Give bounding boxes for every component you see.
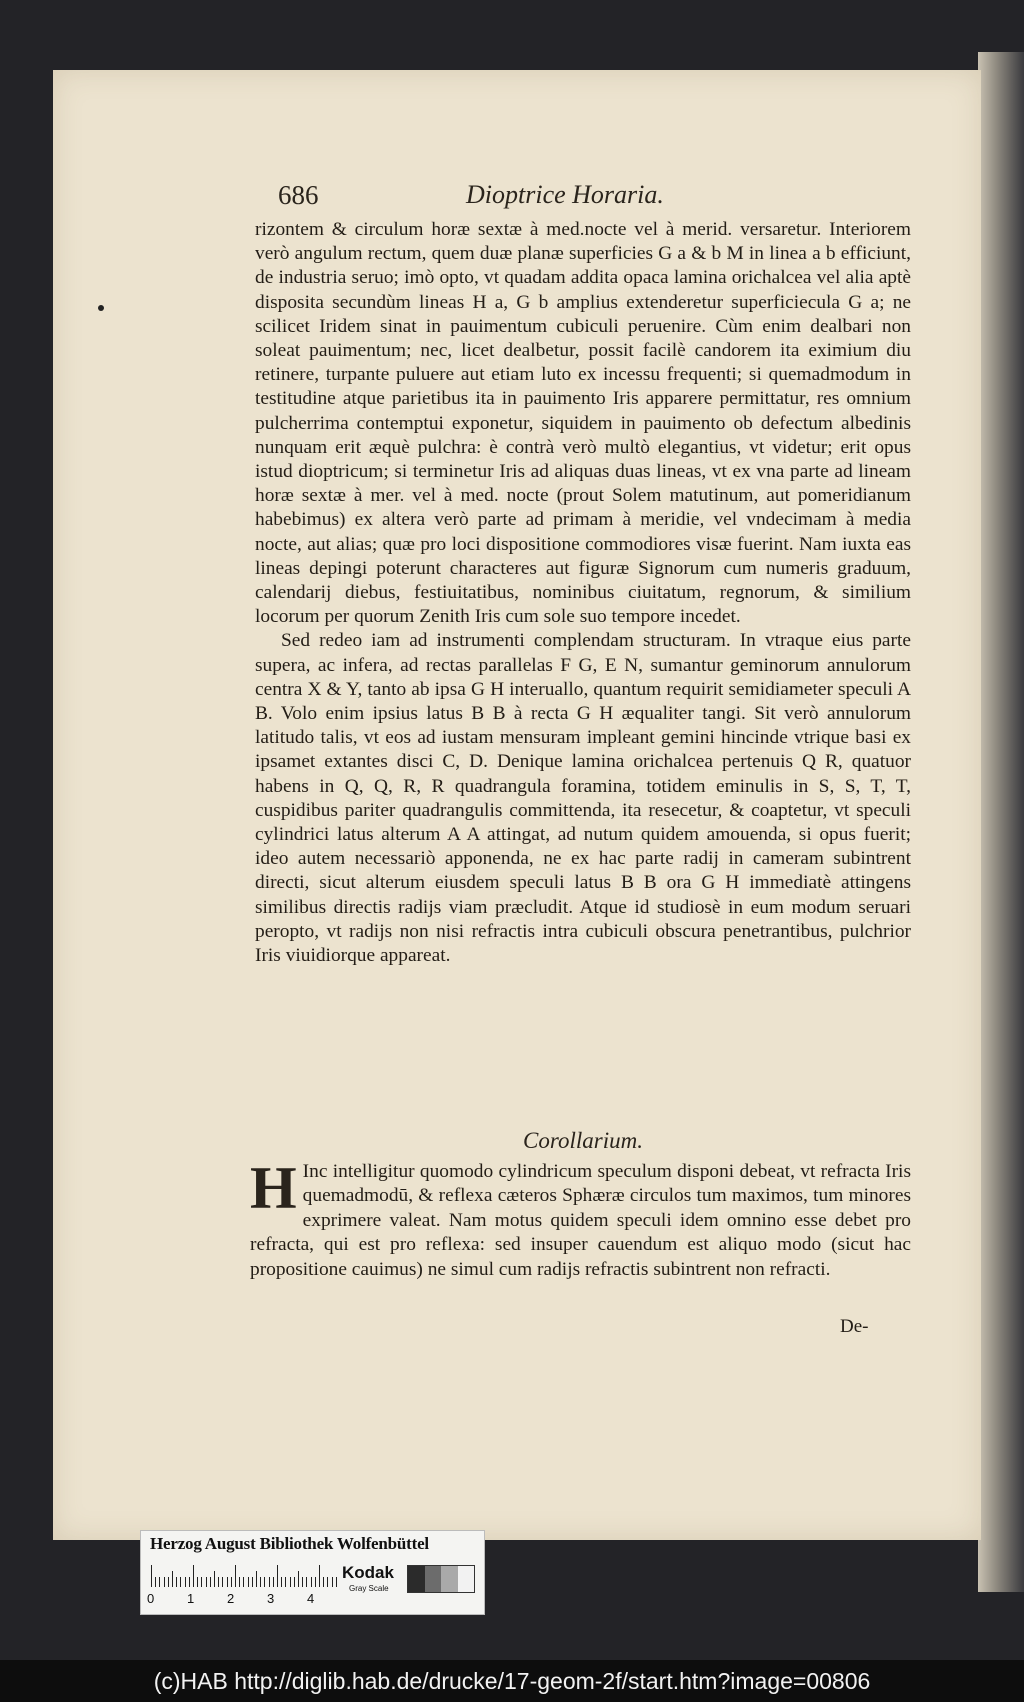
ruler-tick xyxy=(214,1571,215,1587)
ruler-tick xyxy=(277,1565,278,1587)
ruler-tick xyxy=(256,1571,257,1587)
ruler-tick xyxy=(159,1577,160,1587)
ruler-tick xyxy=(273,1577,274,1587)
ruler-label-3: 3 xyxy=(267,1591,275,1606)
gray-patch xyxy=(425,1566,442,1592)
ruler-tick xyxy=(281,1577,282,1587)
drop-capital: H xyxy=(250,1155,297,1221)
catchword: De- xyxy=(840,1316,869,1337)
ruler-tick xyxy=(290,1577,291,1587)
ruler-tick xyxy=(155,1577,156,1587)
facing-page-edge xyxy=(978,52,1024,1592)
ruler-tick xyxy=(336,1577,337,1587)
ruler-tick xyxy=(218,1577,219,1587)
gray-scale-label: Gray Scale xyxy=(349,1584,389,1593)
ruler-tick xyxy=(151,1565,152,1587)
corollary-paragraph xyxy=(250,1155,911,1282)
page-header xyxy=(278,180,698,214)
ruler-tick xyxy=(260,1577,261,1587)
gray-patch xyxy=(408,1566,425,1592)
gray-patch xyxy=(458,1566,475,1592)
corollary-heading: Corollarium. xyxy=(523,1128,643,1153)
ruler-tick xyxy=(264,1577,265,1587)
ruler-tick xyxy=(193,1565,194,1587)
ruler-tick xyxy=(332,1577,333,1587)
page-number: 686 xyxy=(278,180,319,210)
ruler-tick xyxy=(311,1577,312,1587)
ruler-tick xyxy=(306,1577,307,1587)
ruler-tick xyxy=(164,1577,165,1587)
ruler-tick xyxy=(210,1577,211,1587)
ruler-tick xyxy=(323,1577,324,1587)
ruler-tick xyxy=(206,1577,207,1587)
ruler-label-4: 4 xyxy=(307,1591,315,1606)
gray-patches xyxy=(407,1565,475,1593)
ruler-tick xyxy=(298,1571,299,1587)
ruler-label-0: 0 xyxy=(147,1591,155,1606)
color-target-card xyxy=(140,1530,485,1615)
ruler-tick xyxy=(227,1577,228,1587)
ruler-tick xyxy=(231,1577,232,1587)
ruler-tick xyxy=(222,1577,223,1587)
ruler-tick xyxy=(285,1577,286,1587)
ruler-tick xyxy=(180,1577,181,1587)
running-title: Dioptrice Horaria. xyxy=(466,180,664,209)
ruler-tick xyxy=(189,1577,190,1587)
gray-patch xyxy=(441,1566,458,1592)
ruler-tick xyxy=(185,1577,186,1587)
ruler-tick xyxy=(248,1577,249,1587)
ruler-tick xyxy=(315,1577,316,1587)
ruler-labels xyxy=(147,1591,347,1609)
ruler-tick xyxy=(252,1577,253,1587)
ruler-tick xyxy=(172,1571,173,1587)
library-name: Herzog August Bibliothek Wolfenbüttel xyxy=(150,1534,429,1553)
ruler-tick xyxy=(197,1577,198,1587)
ruler-tick xyxy=(176,1577,177,1587)
ruler-tick xyxy=(201,1577,202,1587)
ruler-tick xyxy=(269,1577,270,1587)
paper-hole xyxy=(98,305,104,311)
kodak-logo: Kodak xyxy=(342,1563,394,1582)
credit-line: (c)HAB http://diglib.hab.de/drucke/17-geom-2f/start.htm?image=00806 xyxy=(0,1660,1024,1702)
ruler-tick xyxy=(327,1577,328,1587)
ruler-label-2: 2 xyxy=(227,1591,235,1606)
ruler-tick xyxy=(168,1577,169,1587)
corollary-text: Inc intelligitur quomodo cylindricum speculum disponi debeat, vt refracta Iris quemadmodū, & reflexa cæteros Sphæræ circulos tum maximos, tum minores exprimere valeat. Nam motus quidem speculi idem omnino esse debet pro refracta, qui est pro reflexa: sed insuper cauendum est aliquo modo (sicut hac propositione cauimus) ne simul cum radijs refractis subintrent non refracti. xyxy=(250,1161,911,1280)
paragraph-1: rizontem & circulum horæ sextæ à med.nocte vel à merid. versaretur. Interiorem verò angulum rectum, quem duæ planæ superficies G a & b M in linea a b efficiunt, de industria seruo; imò opto, vt quadam addita opaca lamina orichalcea vel alia aptè disposita secundùm lineas H a, G b amplius extenderetur superficiecula G a; ne scilicet Iridem sinat in pauimentum cubiculi peruenire. Cùm enim dealbari non soleat pauimentum; nec, licet dealbetur, possit facilè candorem ita eximium diu retinere, turpante puluere aut etiam luto ex incessu frequenti; si quemadmodum in testitudine atque parietibus ita in pauimento Iris apparere permittatur, res omnium pulcherrima contemptui exponetur, siquidem in pauimento ob defectum albedinis nunquam erit æquè pulchra: è contrà verò multò elegantius, vt videtur; erit opus istud dioptricum; si terminetur Iris ad aliquas duas lineas, vt ex vna parte ad lineam horæ sextæ à mer. vel à med. nocte (prout Solem matutinum, aut pomeridianum habebimus) ex altera verò parte ad primam à meridie, vel vndecimam à media nocte, aut alias; quæ pro loci dispositione commodiores visæ fuerint. Nam iuxta eas lineas depingi poterunt characteres aut figuræ Signorum cum numeris graduum, calendarij diebus, festiuitatibus, nominibus ciuitatum, regnorum, & similium locorum per quorum Zenith Iris cum sole suo tempore incedet. xyxy=(255,219,911,628)
ruler-scale xyxy=(151,1565,336,1587)
ruler-tick xyxy=(235,1565,236,1587)
ruler-tick xyxy=(243,1577,244,1587)
ruler-tick xyxy=(239,1577,240,1587)
ruler-tick xyxy=(319,1565,320,1587)
main-text xyxy=(255,218,911,968)
ruler-tick xyxy=(294,1577,295,1587)
paragraph-2: Sed redeo iam ad instrumenti complendam structuram. In vtraque eius parte supera, ac infera, ad rectas parallelas F G, E N, sumantur geminorum annulorum centra X & Y, tanto ab ipsa G H interuallo, quantum requirit semidiameter speculi A B. Volo enim ipsius latus B B à recta G H æqualiter tangi. Sit verò annulorum latitudo talis, vt eos ad iustam mensuram impleant gemini hincinde vtrique basi ex ipsamet extantes disci C, D. Denique lamina orichalcea pertenuis Q R, quatuor habens in Q, Q, R, R quadrangula foramina, totidem eminulis in S, S, T, T, cuspidibus pariter quadrangulis committenda, ita resecetur, & coaptetur, vt speculi cylindrici latus alterum A A attingat, ad nutum quidem amouenda, si opus fuerit; ideo autem necessariò apponenda, ne ex hac parte radij in cameram subintrent directi, sicut alterum eiusdem speculi latus B B ora G H immediatè attingens similibus directis radijs viam præcludit. Atque id studiosè in eum modum seruari peropto, vt radijs non nisi refractis intra cubiculi obscura penetrantibus, pulchrior Iris viuidiorque appareat. xyxy=(255,630,911,967)
ruler-label-1: 1 xyxy=(187,1591,195,1606)
ruler-tick xyxy=(302,1577,303,1587)
